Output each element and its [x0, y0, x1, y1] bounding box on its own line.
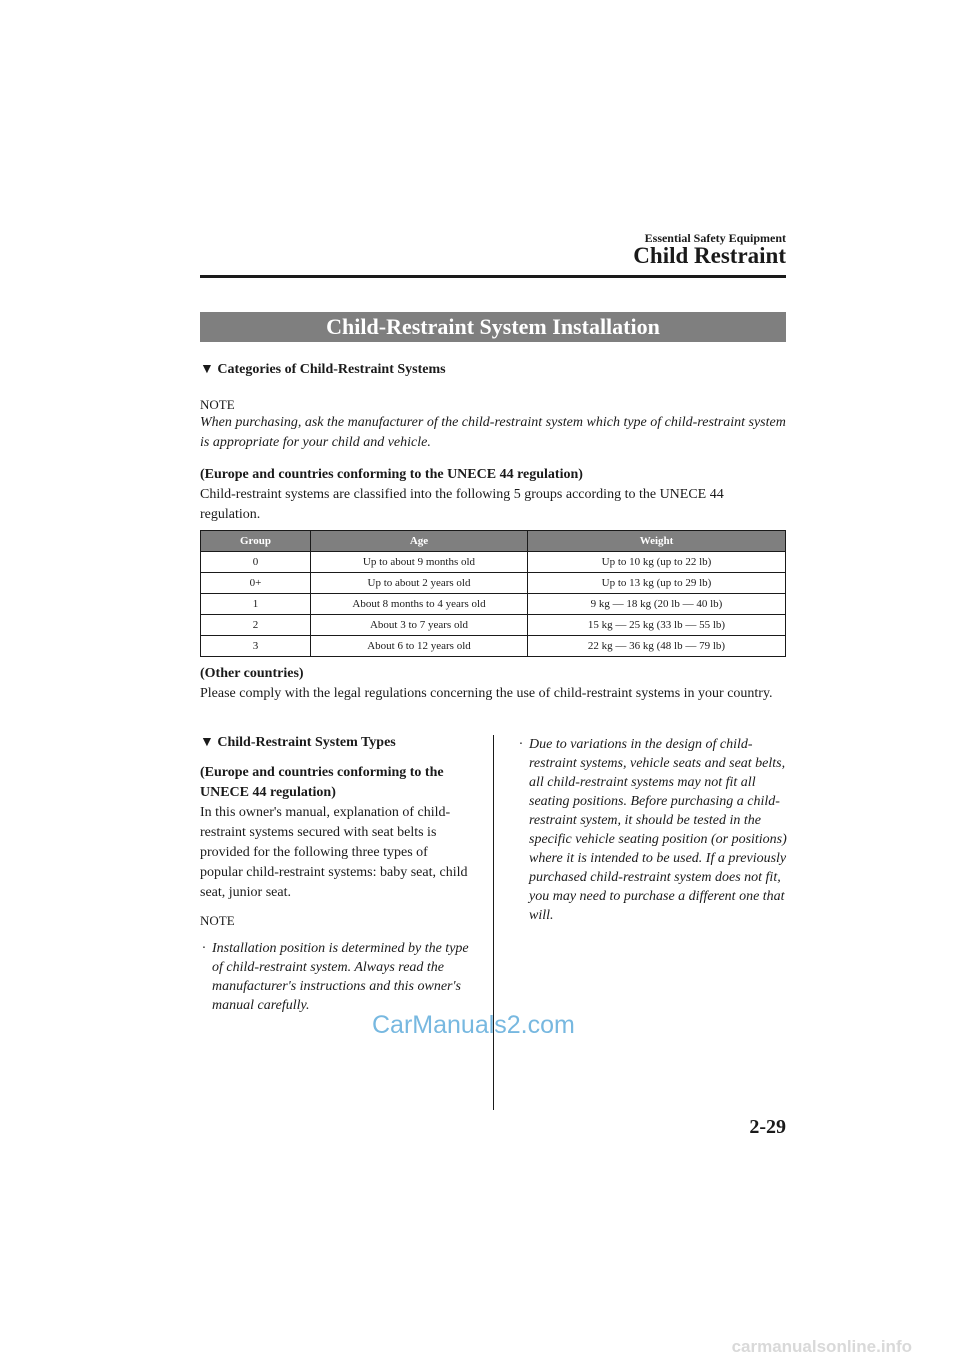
cell-weight: Up to 10 kg (up to 22 lb)	[528, 552, 786, 573]
types-heading-text: Child-Restraint System Types	[217, 735, 396, 750]
region-heading: (Europe and countries conforming to the UNECE 44 regulation)	[200, 467, 583, 482]
categories-heading	[200, 362, 446, 378]
table-row	[201, 573, 786, 594]
watermark-text: CarManuals2.com	[372, 1011, 575, 1039]
types-note-label: NOTE	[200, 913, 235, 928]
bullet-dot-icon: ·	[202, 941, 206, 956]
site-watermark: carmanualsonline.info	[731, 1337, 912, 1356]
header-age: Age	[311, 531, 528, 552]
types-text: In this owner's manual, explanation of child-restraint systems secured with seat belts is provided for the following three types of popular child-restraint systems: baby seat, child seat, junior seat.	[200, 805, 468, 900]
section-banner: Child-Restraint System Installation	[200, 312, 786, 342]
cell-weight: 15 kg — 25 kg (33 lb — 55 lb)	[528, 615, 786, 636]
other-text: Please comply with the legal regulations concerning the use of child-restraint systems in your country.	[200, 686, 773, 701]
cell-age: Up to about 2 years old	[311, 573, 528, 594]
note-label: NOTE	[200, 397, 235, 412]
other-heading: (Other countries)	[200, 666, 304, 681]
types-section-continued	[517, 735, 789, 925]
table-row	[201, 552, 786, 573]
types-heading	[200, 735, 470, 751]
cell-group: 1	[201, 594, 311, 615]
triangle-marker-icon: ▼	[200, 735, 214, 750]
table-row	[201, 615, 786, 636]
cell-group: 0	[201, 552, 311, 573]
section-title: Essential Safety Equipment	[644, 231, 786, 245]
cell-age: About 8 months to 4 years old	[311, 594, 528, 615]
chapter-title: Child Restraint	[633, 243, 786, 268]
table-row	[201, 636, 786, 657]
cell-age: About 6 to 12 years old	[311, 636, 528, 657]
note-bullet-item	[200, 939, 470, 1015]
categories-heading-text: Categories of Child-Restraint Systems	[217, 362, 446, 377]
bullet-dot-icon: ·	[519, 737, 523, 752]
note-text: When purchasing, ask the manufacturer of the child-restraint system which type of child-restraint system is appropriate for your child and vehicle.	[200, 415, 786, 450]
note-bullet-text: Installation position is determined by the type of child-restraint system. Always read the manufacturer's instructions and this owner's manual carefully.	[212, 941, 469, 1013]
groups-table	[200, 530, 786, 657]
cell-group: 0+	[201, 573, 311, 594]
table-header-row	[201, 531, 786, 552]
triangle-marker-icon: ▼	[200, 362, 214, 377]
types-region-heading: (Europe and countries conforming to the UNECE 44 regulation)	[200, 765, 444, 800]
cell-group: 3	[201, 636, 311, 657]
header-weight: Weight	[528, 531, 786, 552]
table-row	[201, 594, 786, 615]
cell-age: About 3 to 7 years old	[311, 615, 528, 636]
region-text: Child-restraint systems are classified into the following 5 groups according to the UNECE 44 regulation.	[200, 487, 724, 522]
cell-weight: 9 kg — 18 kg (20 lb — 40 lb)	[528, 594, 786, 615]
note-bullet-item	[517, 735, 789, 925]
page-number: 2-29	[749, 1116, 786, 1138]
column-divider	[493, 735, 494, 1110]
types-section	[200, 735, 470, 1015]
cell-age: Up to about 9 months old	[311, 552, 528, 573]
cell-weight: 22 kg — 36 kg (48 lb — 79 lb)	[528, 636, 786, 657]
cell-weight: Up to 13 kg (up to 29 lb)	[528, 573, 786, 594]
header-rule	[200, 275, 786, 278]
cell-group: 2	[201, 615, 311, 636]
note-bullet-text: Due to variations in the design of child-restraint systems, vehicle seats and seat belts, all child-restraint systems may not fit all seating positions. Before purchasing a child-restraint system, it should be tested in the specific vehicle seating position (or positions) where it is intended to be used. If a previously purchased child-restraint system does not fit, you may need to purchase a different one that will.	[529, 737, 787, 923]
categories-section	[200, 362, 786, 525]
other-countries-section	[200, 664, 786, 704]
header-group: Group	[201, 531, 311, 552]
